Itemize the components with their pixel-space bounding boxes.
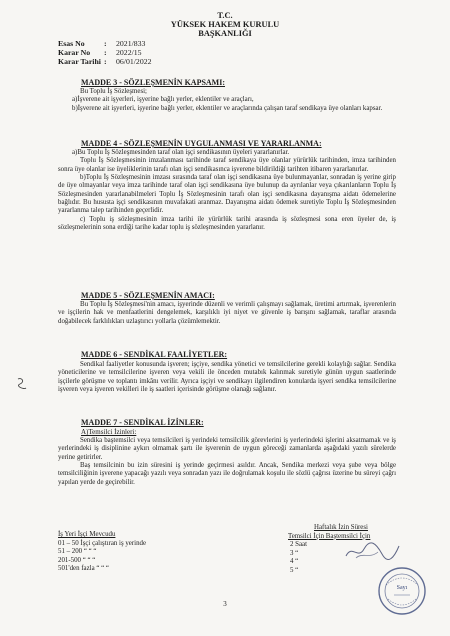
- madde7-p2: Baş temsilcinin bu izin süresini iş yerinde geçirmesi asıldır. Ancak, Sendika merkezi veya şube veya bölge temsilciliğinin işverene yapacağı yazılı veya sonradan yazı ile doğrulamak koşulu ile sözlü çağrısı üzerine bu süreyi çağrı yapılan yerde de geçirebilir.: [58, 462, 396, 486]
- meta-value: 2022/15: [116, 48, 142, 57]
- table-row-left: 51 – 200 “ “ “: [58, 548, 97, 556]
- meta-key: Karar Tarihi: [58, 57, 101, 66]
- madde4-p1: a)Bu Toplu İş Sözleşmesinden taraf olan işçi sendikasının üyeleri yararlanırlar.: [72, 149, 290, 156]
- meta-value: 06/01/2022: [116, 57, 152, 66]
- madde7-p1: Sendika baştemsilci veya temsilcileri iş yerindeki temsilcilik görevlerini iş yerlerindeki işlerini aksatmamak ve iş yerlerindeki iş disiplinine aykırı olmamak şartı ile işverenin de uygun göreceği zamanlarda aşağıdaki yazılı sürelerde yerine getirirler.: [58, 437, 396, 461]
- madde7-title: MADDE 7 - SENDİKAL İZİNLER:: [81, 418, 204, 427]
- table-row-left: 01 – 50 İşçi çalıştıran iş yerinde: [58, 539, 147, 547]
- meta-esas: [58, 39, 145, 48]
- page-number: 3: [223, 600, 227, 608]
- table-row-right: 2 Saat: [290, 541, 308, 549]
- table-row-right: 4 “: [290, 558, 299, 566]
- madde4-p2: Toplu İş Sözleşmesinin imzalanması tarihinde taraf sendikaya üye olanlar yürürlük tarihinden, imza tarihinden sonra üye olanlar ise üyeliklerinin tarafı olan işçi sendikasınca işverene bildirildiği tarihten itibaren yararlanırlar.: [58, 157, 396, 173]
- madde4-title: MADDE 4 - SÖZLEŞMENİN UYGULANMASI VE YARARLANMA:: [81, 139, 322, 148]
- madde3-p1: Bu Toplu İş Sözleşmesi;: [80, 88, 147, 95]
- madde5-p1: Bu Toplu İş Sözleşmesi'nin amacı, işyerinde düzenli ve verimli çalışmayı sağlamak, üretimi artırmak, işverenlerin ve işçilerin hak ve menfaatlerini dengelemek, karşılıklı iyi niyet ve güvenle iş barışını sağlamak, taraflar arasında doğabilecek farklılıkları uzlaştırıcı yollarla çözümlemektir.: [58, 301, 396, 325]
- madde6-body: [58, 361, 396, 394]
- signature-scribble: [342, 540, 402, 562]
- seal-text: Sayı: [396, 585, 408, 591]
- header-department: BAŞKANLIĞI: [198, 29, 252, 38]
- madde7-body: [58, 437, 396, 487]
- table-row-left: 501'den fazla “ “ “: [58, 565, 109, 573]
- meta-value: 2021/833: [116, 39, 146, 48]
- madde5-body: [58, 301, 396, 326]
- table-left-header: İş Yeri İşçi Mevcudu: [58, 531, 116, 538]
- meta-tarih: [58, 57, 152, 66]
- madde6-title: MADDE 6 - SENDİKAL FAALİYETLER:: [81, 350, 228, 359]
- meta-sep: :: [104, 39, 107, 48]
- table-row-left: 201-500 “ “ “: [58, 556, 96, 564]
- madde3-p2: a)İşverene ait işyerleri, işyerine bağlı yerler, eklentiler ve araçları,: [72, 96, 254, 104]
- madde6-p1: Sendikal faaliyetler konusunda işveren; işçiye, sendika yönetici ve temsilcilerine gerekli kolaylığı sağlar. Sendika yöneticilerine ve temsilcilerine işveren veya vekili ile önceden mutabık kalınmak suretiyle günün uygun saatlerinde işçilerle görüşme ve toplantı imkânı verilir. Ayrıca işçiyi ve sendikayı ilgilendiren konularda işyeri sendika temsilcilerine işveren veya işveren vekilleri ile iş saatleri içerisinde görüşme olanağı sağlanır.: [58, 361, 396, 394]
- table-right-header2: Temsilci İçin Baştemsilci İçin: [288, 532, 371, 540]
- table-row-right: 5 “: [290, 566, 299, 574]
- header-tc: T.C.: [217, 11, 233, 20]
- table-right-header1: Haftalık İzin Süresi: [314, 524, 368, 531]
- madde5-title: MADDE 5 - SÖZLEŞMENİN AMACI:: [81, 291, 215, 300]
- meta-sep: :: [104, 48, 107, 57]
- meta-key: Karar No: [58, 48, 91, 57]
- margin-pen-mark: [16, 376, 28, 392]
- meta-karar: [58, 48, 142, 57]
- madde3-p3: b)İşverene ait işyerleri, işyerine bağlı yerler, eklentiler ve araçlarında çalışan taraf sendikaya üye olanları kapsar.: [72, 104, 383, 112]
- madde3-body: [58, 88, 396, 113]
- madde3-title: MADDE 3 - SÖZLEŞMENİN KAPSAMI:: [81, 78, 226, 87]
- madde4-body: [58, 149, 396, 232]
- table-left: [58, 531, 146, 574]
- meta-key: Esas No: [58, 39, 85, 48]
- header-institution: YÜKSEK HAKEM KURULU: [170, 20, 280, 29]
- official-seal: [376, 565, 428, 617]
- madde4-p3: b)Toplu İş Sözleşmesinin imzası sırasında taraf olan işçi sendikasına üye bulunmayanlar, sonradan iş yerine girip de üye olmayanlar veya imza tarihinde taraf olan işçi sendikasına üye bulunup da ayrılanlar veya çıkarılanların Toplu İş Sözleşmesinden yararlanabilmeleri Toplu İş Sözleşmesinin tarafı olan işçi sendikasına dayanışma aidatı ödemelerine bağlıdır. Bu hususta işçi sendikasının muvafakati aranmaz. Dayanışma aidatı ödemek suretiyle Toplu İş Sözleşmesinden yararlanma talep tarihinden geçerlidir.: [58, 174, 396, 215]
- table-row-right: 3 “: [290, 549, 299, 557]
- madde7-subtitle: A)Temsilci İzinleri:: [81, 428, 137, 436]
- meta-sep: :: [104, 57, 107, 66]
- madde4-p4: c) Toplu iş sözleşmesinin imza tarihi ile yürürlük tarihi arasında iş sözleşmesi sona eren üyeler de, iş sözleşmelerinin sona erdiği tarihe kadar toplu iş sözleşmesinden yararlanır.: [58, 215, 396, 232]
